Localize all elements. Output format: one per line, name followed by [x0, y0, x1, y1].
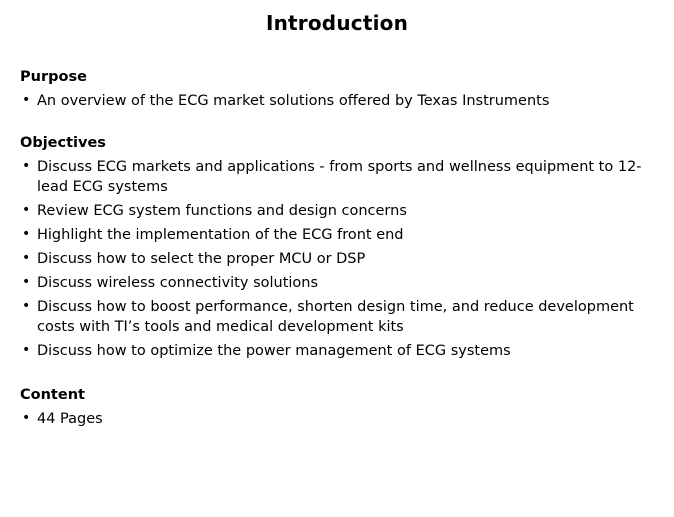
- section-heading-objectives: Objectives: [20, 135, 106, 151]
- section-objectives: [20, 135, 656, 361]
- list-item: • Discuss ECG markets and applications - from sports and wellness equipment to 12-lead ECG systems: [20, 157, 656, 197]
- list-item: • Discuss how to select the proper MCU or DSP: [20, 249, 656, 269]
- bullet-list-objectives: [20, 157, 656, 361]
- list-item: • An overview of the ECG market solutions offered by Texas Instruments: [20, 91, 656, 111]
- list-item: • Discuss wireless connectivity solutions: [20, 273, 656, 293]
- section-heading-purpose: Purpose: [20, 69, 87, 85]
- list-item: • Discuss how to optimize the power management of ECG systems: [20, 341, 656, 361]
- section-content: [20, 387, 656, 429]
- bullet-list-content: [20, 409, 656, 429]
- list-item: • 44 Pages: [20, 409, 656, 429]
- list-item: • Highlight the implementation of the ECG front end: [20, 225, 656, 245]
- slide: [0, 11, 674, 517]
- slide-body: [0, 69, 674, 429]
- section-heading-content: Content: [20, 387, 85, 403]
- list-item: • Discuss how to boost performance, shorten design time, and reduce development costs with TI’s tools and medical development kits: [20, 297, 656, 337]
- page-title: Introduction: [265, 11, 409, 35]
- bullet-list-purpose: [20, 91, 656, 111]
- section-purpose: [20, 69, 656, 111]
- list-item: • Review ECG system functions and design concerns: [20, 201, 656, 221]
